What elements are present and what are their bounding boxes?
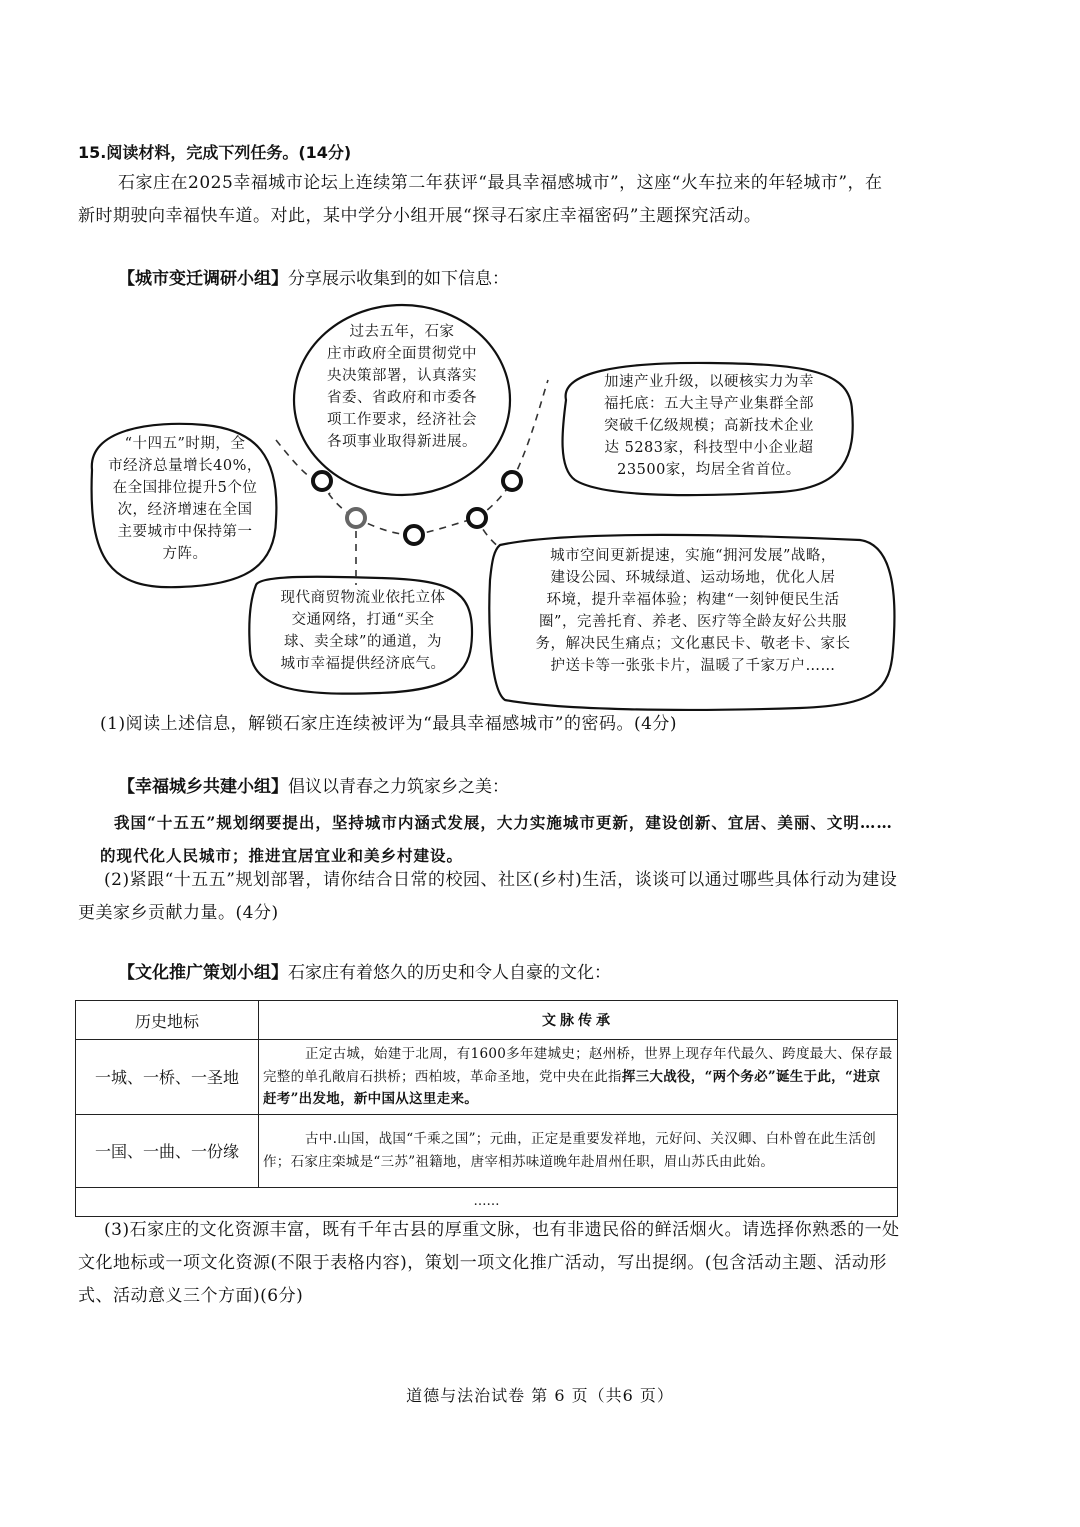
table-cell-content: 正定古城，始建于北周，有1600多年建城史；赵州桥，世界上现存年代最久、跨度最大、保存最完整的单孔敞肩石拱桥；西柏坡，革命圣地，党中央在此指挥三大战役，“两个务必”诞生于此，“进京赶考”出发地，新中国从这里走来。: [259, 1040, 898, 1115]
node-circle: [468, 509, 486, 527]
node-circle: [347, 509, 365, 527]
node-circle: [313, 472, 331, 490]
group2-desc: 倡议以青春之力筑家乡之美：: [288, 777, 509, 797]
task-1: (1)阅读上述信息，解锁石家庄连续被评为“最具幸福感城市”的密码。(4分): [100, 714, 678, 734]
group1-desc: 分享展示收集到的如下信息：: [288, 269, 509, 289]
group2-name: 【幸福城乡共建小组】: [118, 777, 288, 797]
table-ellipsis: ……: [76, 1187, 898, 1216]
question-intro: 石家庄在2025幸福城市论坛上连续第二年获评“最具幸福感城市”，这座“火车拉来的年轻城市”，在新时期驶向幸福快车道。对此，某中学分小组开展“探寻石家庄幸福密码”主题探究活动。: [78, 173, 883, 226]
group3-name: 【文化推广策划小组】: [118, 963, 288, 983]
connector-right-top: [512, 380, 548, 481]
table-cell-content: 古中.山国，战国“千乘之国”；元曲，正定是重要发祥地，元好问、关汉卿、白朴曾在此生活创作；石家庄栾城是“三苏”祖籍地，唐宰相苏味道晚年赴眉州任职，眉山苏氏由此始。: [259, 1114, 898, 1187]
table-header-row: [76, 1001, 898, 1040]
culture-table: [75, 1000, 898, 1217]
table-cell-landmark: 一国、一曲、一份缘: [76, 1114, 259, 1187]
bubble-right-top-text: 加速产业升级，以硬核实力为幸 福托底：五大主导产业集群全部 突破千亿级规模；高新技术企业 达 5283家，科技型中小企业超 23500家，均居全省首位。: [604, 374, 814, 478]
table-row-ellipsis: [76, 1187, 898, 1216]
node-circle: [503, 472, 521, 490]
table-row: [76, 1114, 898, 1187]
task-2: (2)紧跟“十五五”规划部署，请你结合日常的校园、社区(乡村)生活，谈谈可以通过哪些具体行动为建设更美家乡贡献力量。(4分): [78, 870, 898, 923]
bubble-top-text: 过去五年，石家 庄市政府全面贯彻党中 央决策部署，认真落实 省委、省政府和市委各 项工作要求，经济社会 各项事业取得新进展。: [327, 324, 477, 450]
table-cell-landmark: 一城、一桥、一圣地: [76, 1040, 259, 1115]
bubble-bottom-mid-text: 现代商贸物流业依托立体 交通网络，打通“买全 球、卖全球”的通道，为 城市幸福提供经济底气。: [280, 590, 446, 672]
task-3: (3)石家庄的文化资源丰富，既有千年古县的厚重文脉，也有非遗民俗的鲜活烟火。请选择你熟悉的一处文化地标或一项文化资源(不限于表格内容)，策划一项文化推广活动，写出提纲。(包含活动主题、活动形式、活动意义三个方面)(6分): [78, 1220, 900, 1306]
group3-desc: 石家庄有着悠久的历史和令人自豪的文化：: [288, 963, 611, 983]
group2-heading: [118, 772, 509, 802]
group1-name: 【城市变迁调研小组】: [118, 269, 288, 289]
page-footer: 道德与法治试卷 第 6 页（共6 页）: [406, 1386, 674, 1405]
group3-heading: [118, 958, 611, 988]
table-row: [76, 1040, 898, 1115]
group2-quote: 我国“十五五”规划纲要提出，坚持城市内涵式发展，大力实施城市更新，建设创新、宜居、美丽、文明……的现代化人民城市；推进宜居宜业和美乡村建设。: [100, 813, 893, 865]
bubble-left-text: “十四五”时期，全 市经济总量增长40%， 在全国排位提升5个位 次，经济增速在全国 主要城市中保持第一 方阵。: [108, 436, 262, 562]
table-header-landmark: 历史地标: [76, 1001, 259, 1040]
table-header-heritage: 文脉传承: [259, 1001, 898, 1040]
node-circle: [405, 526, 423, 544]
question-title: 15.阅读材料，完成下列任务。(14分): [78, 143, 352, 162]
bubble-bottom-right-text: 城市空间更新提速，实施“拥河发展”战略， 建设公园、环城绿道、运动场地，优化人居 环境，提升幸福体验；构建“一刻钟便民生活 圈”，完善托育、养老、医疗等全龄友好公共服 务，解决民生痛点；文化惠民卡、敬老卡、家长 护送卡等一张张卡片，温暖了千家万户……: [535, 548, 851, 674]
